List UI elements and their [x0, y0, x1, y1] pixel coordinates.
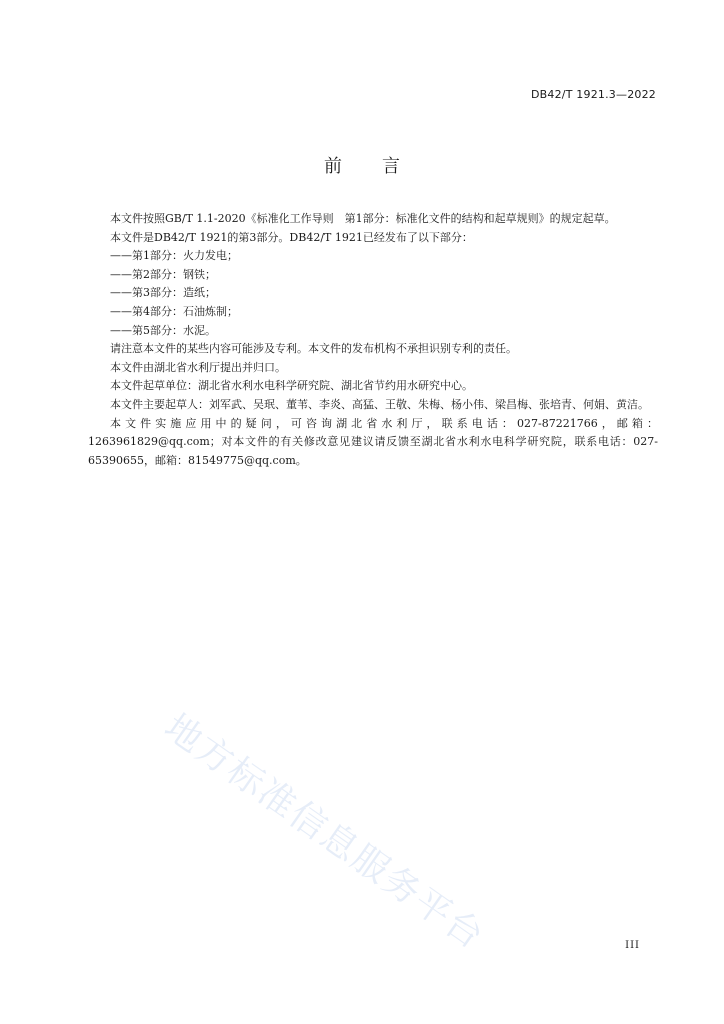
- title-char-2: 言: [382, 156, 400, 177]
- watermark-text: 地方标准信息服务平台: [156, 706, 492, 959]
- list-item: ——第1部分：火力发电；: [110, 249, 238, 263]
- paragraph-parts-intro: 本文件是DB42/T 1921的第3部分。DB42/T 1921已经发布了以下部分：: [110, 230, 473, 244]
- list-item: ——第2部分：钢铁；: [110, 267, 216, 281]
- paragraph-drafting-rules: 本文件按照GB/T 1.1-2020《标准化工作导则 第1部分：标准化文件的结构和起草规则》的规定起草。: [110, 212, 616, 225]
- list-item: ——第3部分：造纸；: [110, 286, 216, 300]
- title-char-1: 前: [324, 156, 342, 177]
- page-number: III: [625, 940, 640, 951]
- paragraph-drafters: 本文件主要起草人：刘军武、吴珉、董苇、李炎、高猛、王敬、朱梅、杨小伟、梁昌梅、张培青、何娟、黄洁。: [110, 397, 649, 411]
- foreword-body: [88, 210, 658, 470]
- page-title: [0, 152, 724, 178]
- paragraph-patent-notice: 请注意本文件的某些内容可能涉及专利。本文件的发布机构不承担识别专利的责任。: [110, 342, 517, 356]
- paragraph-proposer: 本文件由湖北省水利厅提出并归口。: [110, 360, 286, 374]
- list-item: ——第4部分：石油炼制；: [110, 304, 238, 318]
- paragraph-contact: 本文件实施应用中的疑问，可咨询湖北省水利厅，联系电话：027-87221766，邮箱：1263961829@qq.com；对本文件的有关修改意见建议请反馈至湖北省水利水电科学研究院，联系电话：027-65390655，邮箱：81549775@qq.com。: [88, 416, 658, 467]
- list-item: ——第5部分：水泥。: [110, 323, 216, 337]
- standard-code: DB42/T 1921.3—2022: [530, 88, 656, 101]
- paragraph-drafting-units: 本文件起草单位：湖北省水利水电科学研究院、湖北省节约用水研究中心。: [110, 379, 473, 393]
